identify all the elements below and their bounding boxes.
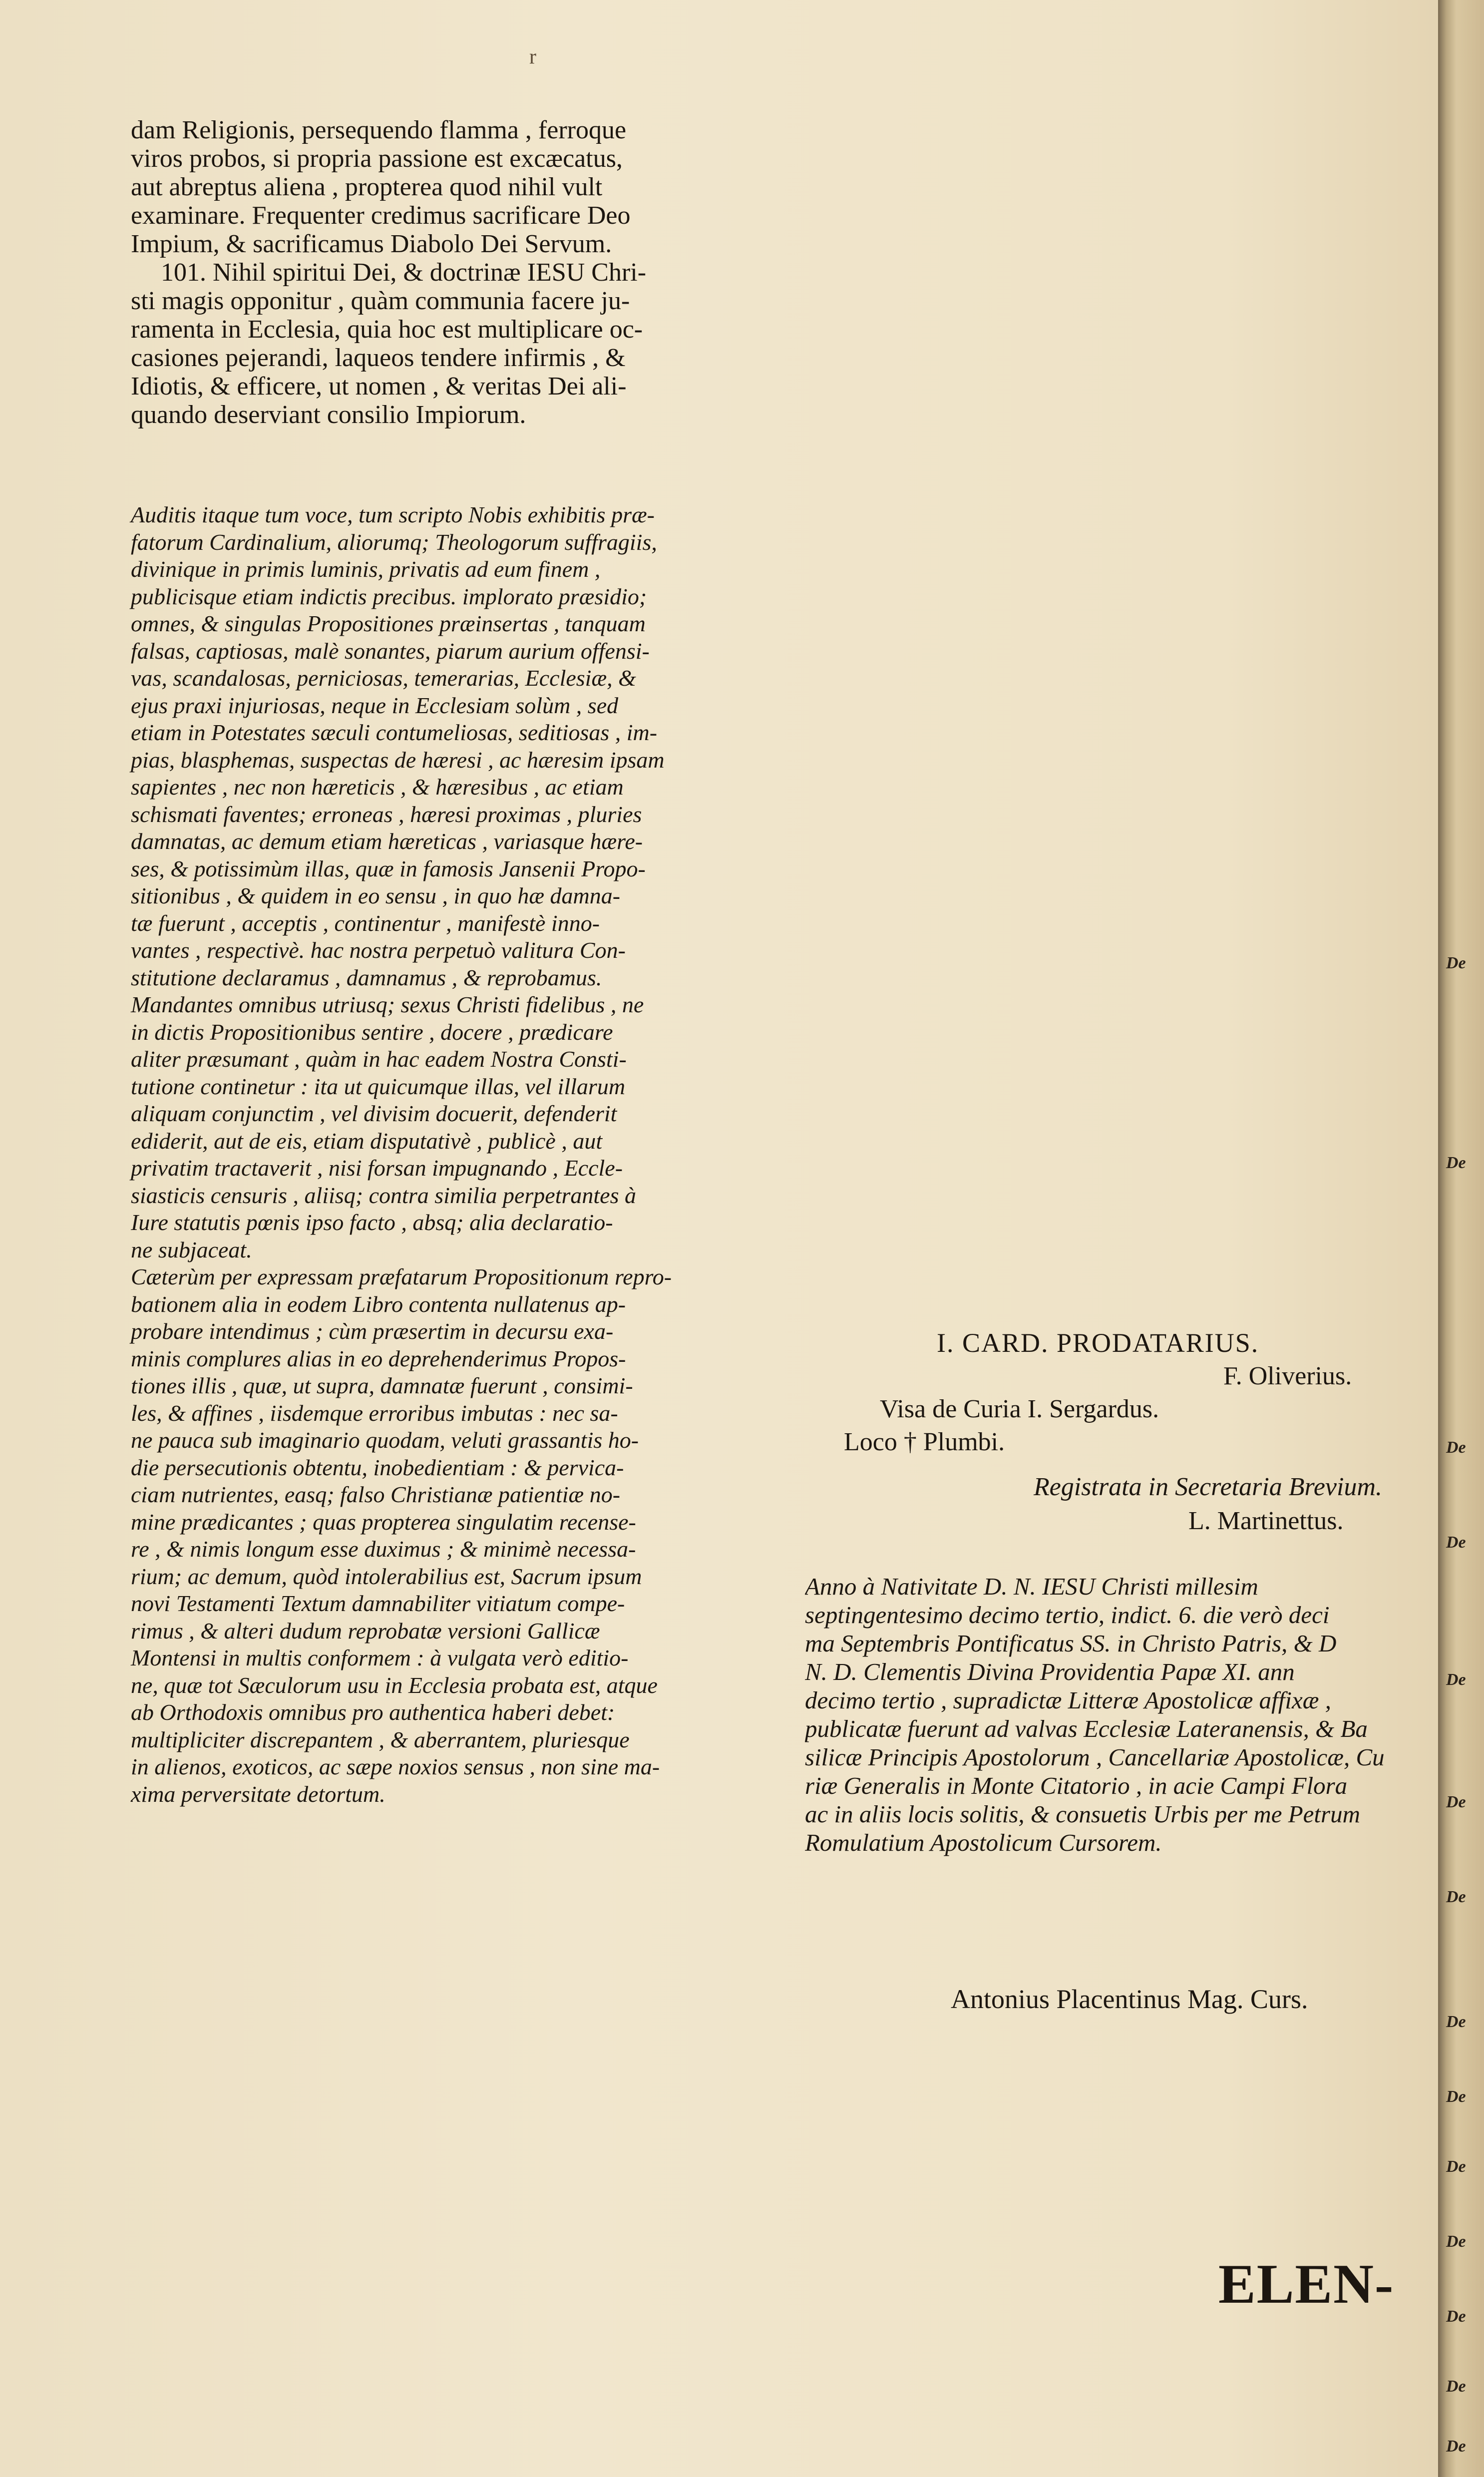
text-line: septingentesimo decimo tertio, indict. 6. die verò deci [805,1601,1330,1629]
text-line: les, & affines , iisdemque erroribus imbutas : nec sa- [131,1400,618,1426]
text-line: rium; ac demum, quòd intolerabilius est, Sacrum ipsum [131,1563,642,1589]
text-line: tæ fuerunt , acceptis , continentur , manifestè inno- [131,910,600,936]
text-line: ac in aliis locis solitis, & consuetis Urbis per me Petrum [805,1800,1360,1828]
text-line: Anno à Nativitate D. N. IESU Christi millesim [805,1573,1258,1600]
text-line: viros probos, si propria passione est excæcatus, [131,144,623,173]
text-line: schismati faventes; erroneas , hæresi proximas , pluries [131,801,642,827]
oliverius-signature: F. Oliverius. [1223,1362,1352,1390]
text-line: die persecutionis obtentu, inobedientiam : & pervica- [131,1454,624,1480]
text-line: novi Testamenti Textum damnabiliter vitiatum compe- [131,1591,625,1616]
text-line: N. D. Clementis Divina Providentia Papæ XI. ann [805,1658,1295,1685]
text-line: mine prædicantes ; quas propterea singulatim recense- [131,1509,636,1535]
catchword: ELEN- [1218,2253,1395,2315]
text-line: ciam nutrientes, easq; falso Christianæ patientiæ no- [131,1482,621,1507]
text-line: decimo tertio , supradictæ Litteræ Apostolicæ affixæ , [805,1686,1331,1714]
text-line: siasticis censuris , aliisq; contra similia perpetrantes à [131,1182,636,1208]
text-line: probare intendimus ; cùm præsertim in decursu exa- [131,1318,614,1344]
text-line: ses, & potissimùm illas, quæ in famosis Jansenii Propo- [131,855,646,881]
publication-record [805,1572,1438,1857]
edge-mark: De [1446,1888,1466,1906]
edge-mark: De [1446,2087,1466,2106]
edge-mark: De [1446,2157,1466,2176]
text-line: ne pauca sub imaginario quodam, veluti grassantis ho- [131,1427,639,1453]
text-line: ne subjaceat. [131,1237,252,1262]
prodatarius-signature: I. CARD. PRODATARIUS. [937,1328,1259,1358]
text-line: privatim tractaverit , nisi forsan impugnando , Eccle- [131,1155,623,1181]
text-line: fatorum Cardinalium, aliorumq; Theologorum suffragiis, [131,529,657,555]
text-line: damnatas, ac demum etiam hæreticas , variasque hære- [131,828,643,854]
text-line: silicæ Principis Apostolorum , Cancellariæ Apostolicæ, Cu [805,1743,1385,1771]
text-line: Impium, & sacrificamus Diabolo Dei Servum. [131,230,612,258]
left-roman-text [131,116,646,429]
left-italic-text [131,501,672,1808]
edge-mark: De [1446,2013,1466,2031]
registrata-line: Registrata in Secretaria Brevium. [1034,1473,1383,1501]
text-line: 101. Nihil spiritui Dei, & doctrinæ IESU Chri- [161,258,647,287]
edge-mark: De [1446,2377,1466,2396]
text-line: Idiotis, & efficere, ut nomen , & veritas Dei ali- [131,372,627,401]
text-line: quando deserviant consilio Impiorum. [131,401,526,429]
text-line: vas, scandalosas, perniciosas, temerarias, Ecclesiæ, & [131,665,636,691]
text-line: dam Religionis, persequendo flamma , ferroque [131,116,627,144]
edge-mark: De [1446,2437,1466,2456]
text-line: Iure statutis pœnis ipso facto , absq; alia declaratio- [131,1210,613,1235]
text-line: Mandantes omnibus utriusq; sexus Christi fidelibus , ne [131,992,644,1017]
text-line: ne, quæ tot Sæculorum usu in Ecclesia probata est, atque [131,1672,658,1698]
facing-page-marks [1443,0,1484,2477]
text-line: minis complures alias in eo deprehenderimus Propos- [131,1345,626,1371]
text-line: ab Orthodoxis omnibus pro authentica haberi debet: [131,1699,615,1725]
text-line: aut abreptus aliena , propterea quod nihil vult [131,173,603,201]
text-line: ediderit, aut de eis, etiam disputativè , publicè , aut [131,1128,603,1154]
text-line: aliquam conjunctim , vel divisim docuerit, defenderit [131,1101,617,1126]
text-line: tiones illis , quæ, ut supra, damnatæ fuerunt , consimi- [131,1373,633,1398]
text-line: Cæterùm per expressam præfatarum Propositionum repro- [131,1264,672,1289]
edge-mark: De [1446,1154,1466,1172]
text-line: ejus praxi injuriosas, neque in Ecclesiam solùm , sed [131,692,619,718]
text-line: ma Septembris Pontificatus SS. in Christo Patris, & D [805,1630,1337,1657]
martinettus-signature: L. Martinettus. [1188,1507,1344,1535]
page-mark: r [529,45,536,68]
text-line: Montensi in multis conformem : à vulgata verò editio- [131,1645,629,1670]
text-line: falsas, captiosas, malè sonantes, piarum aurium offensi- [131,638,650,664]
text-line: aliter præsumant , quàm in hac eadem Nostra Consti- [131,1046,627,1072]
edge-mark: De [1446,1438,1466,1457]
text-line: omnes, & singulas Propositiones præinsertas , tanquam [131,611,646,636]
text-line: sitionibus , & quidem in eo sensu , in quo hæ damna- [131,883,621,908]
text-line: etiam in Potestates sæculi contumeliosas, seditiosas , im- [131,720,658,745]
text-line: examinare. Frequenter credimus sacrificare Deo [131,201,631,230]
text-line: vantes , respectivè. hac nostra perpetuò valitura Con- [131,937,626,963]
text-line: Auditis itaque tum voce, tum scripto Nobis exhibitis præ- [131,502,655,527]
text-line: in dictis Propositionibus sentire , docere , prædicare [131,1019,613,1045]
edge-mark: De [1446,2307,1466,2326]
text-line: publicatæ fuerunt ad valvas Ecclesiæ Lateranensis, & Ba [805,1715,1368,1742]
text-line: re , & nimis longum esse duximus ; & minimè necessa- [131,1536,636,1562]
edge-mark: De [1446,1533,1466,1552]
text-line: sapientes , nec non hæreticis , & hæresibus , ac etiam [131,774,624,800]
edge-mark: De [1446,1670,1466,1689]
text-line: publicisque etiam indictis precibus. implorato præsidio; [131,583,647,609]
edge-mark: De [1446,954,1466,972]
text-line: pias, blasphemas, suspectas de hæresi , ac hæresim ipsam [131,747,665,773]
cursor-signature: Antonius Placentinus Mag. Curs. [951,1984,1308,2014]
text-line: bationem alia in eodem Libro contenta nullatenus ap- [131,1291,626,1317]
visa-line: Visa de Curia I. Sergardus. [880,1395,1159,1423]
edge-mark: De [1446,2232,1466,2251]
text-line: ramenta in Ecclesia, quia hoc est multiplicare oc- [131,315,643,344]
edge-mark: De [1446,1793,1466,1811]
text-line: riæ Generalis in Monte Citatorio , in acie Campi Flora [805,1772,1348,1799]
text-line: xima perversitate detortum. [131,1781,385,1807]
text-line: rimus , & alteri dudum reprobatæ versioni Gallicæ [131,1618,600,1644]
text-line: stitutione declaramus , damnamus , & reprobamus. [131,964,602,990]
text-line: tutione continetur : ita ut quicumque illas, vel illarum [131,1073,626,1099]
loco-plumbi: Loco † Plumbi. [844,1428,1005,1456]
text-line: divinique in primis luminis, privatis ad eum finem , [131,556,601,582]
text-line: sti magis opponitur , quàm communia facere ju- [131,287,630,315]
text-line: casiones pejerandi, laqueos tendere infirmis , & [131,344,626,372]
text-line: Romulatium Apostolicum Cursorem. [805,1829,1162,1856]
text-line: in alienos, exoticos, ac sæpe noxios sensus , non sine ma- [131,1754,660,1779]
text-line: multipliciter discrepantem , & aberrantem, pluriesque [131,1726,630,1752]
